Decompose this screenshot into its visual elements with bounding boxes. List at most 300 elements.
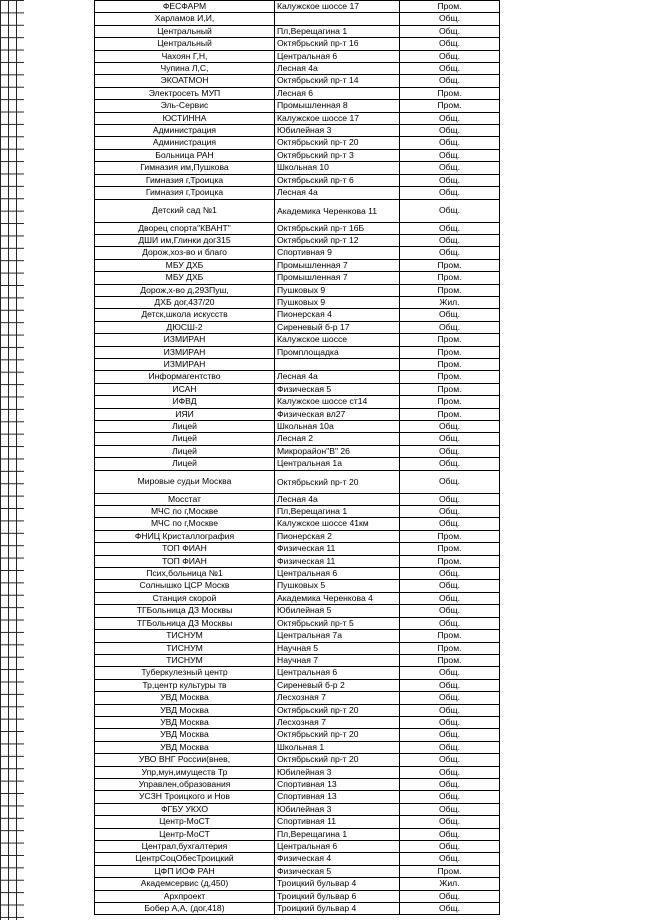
table-row	[95, 865, 560, 877]
address-cell[interactable]: Лесхозная 7	[275, 716, 400, 728]
address-cell[interactable]: Троицкий бульвар 4	[275, 878, 400, 890]
type-cell[interactable]: Общ.	[400, 75, 500, 87]
empty-cell	[500, 445, 560, 457]
empty-cell	[500, 704, 560, 716]
type-cell[interactable]: Общ.	[400, 421, 500, 433]
address-cell[interactable]: Октябрьский пр-т 3	[275, 149, 400, 161]
address-cell[interactable]: Лесхозная 7	[275, 692, 400, 704]
table-row	[95, 458, 560, 470]
org-cell[interactable]: Центральный	[95, 38, 275, 50]
address-cell[interactable]: Физическая 11	[275, 543, 400, 555]
empty-cell	[500, 803, 560, 815]
table-row	[95, 284, 560, 296]
table-row	[95, 679, 560, 691]
org-cell[interactable]: Администрация	[95, 137, 275, 149]
org-cell[interactable]: Академсервис (д,450)	[95, 878, 275, 890]
address-cell[interactable]: Центральная 1а	[275, 458, 400, 470]
table-row	[95, 234, 560, 246]
table-row	[95, 642, 560, 654]
table-row	[95, 853, 560, 865]
table-row	[95, 704, 560, 716]
org-cell[interactable]: ЦентрСоцОбесТроицкий	[95, 853, 275, 865]
table-row	[95, 396, 560, 408]
table-row	[95, 162, 560, 174]
type-cell[interactable]: Общ.	[400, 729, 500, 741]
type-cell[interactable]: Общ.	[400, 890, 500, 902]
org-cell[interactable]: Детск,школа искусств	[95, 309, 275, 321]
org-cell[interactable]: Электросеть МУП	[95, 87, 275, 99]
address-cell[interactable]: Пионерская 2	[275, 530, 400, 542]
org-cell[interactable]: ИЗМИРАН	[95, 358, 275, 370]
type-cell[interactable]: Общ.	[400, 234, 500, 246]
org-cell[interactable]: Чупина Л,С,	[95, 63, 275, 75]
type-cell[interactable]: Общ.	[400, 518, 500, 530]
type-cell[interactable]: Пром.	[400, 555, 500, 567]
type-cell[interactable]: Пром.	[400, 259, 500, 271]
address-cell[interactable]: Физическая 4	[275, 853, 400, 865]
table-row	[95, 309, 560, 321]
address-cell[interactable]: Октябрьский пр-т 16	[275, 38, 400, 50]
empty-cell	[500, 284, 560, 296]
type-cell[interactable]: Общ.	[400, 125, 500, 137]
table-row	[95, 791, 560, 803]
table-row	[95, 803, 560, 815]
empty-cell	[500, 162, 560, 174]
table-row	[95, 259, 560, 271]
empty-cell	[500, 878, 560, 890]
empty-cell	[500, 506, 560, 518]
address-cell[interactable]	[275, 358, 400, 370]
empty-cell	[500, 741, 560, 753]
type-cell[interactable]: Пром.	[400, 642, 500, 654]
table-row	[95, 592, 560, 604]
org-cell[interactable]: ИЗМИРАН	[95, 346, 275, 358]
org-cell[interactable]: Гимназия им,Пушкова	[95, 162, 275, 174]
table-row	[95, 149, 560, 161]
type-cell[interactable]: Общ.	[400, 692, 500, 704]
type-cell[interactable]: Общ.	[400, 149, 500, 161]
type-cell[interactable]: Общ.	[400, 568, 500, 580]
table-row	[95, 568, 560, 580]
org-cell[interactable]: ЦФП ИОФ РАН	[95, 865, 275, 877]
empty-cell	[500, 605, 560, 617]
empty-cell	[500, 259, 560, 271]
type-cell[interactable]: Общ.	[400, 137, 500, 149]
type-cell[interactable]: Общ.	[400, 187, 500, 199]
org-cell[interactable]: Центральный	[95, 25, 275, 37]
org-cell[interactable]: ИЯИ	[95, 408, 275, 420]
org-cell[interactable]: УВД Москва	[95, 716, 275, 728]
empty-cell	[500, 199, 560, 222]
address-cell[interactable]: Физическая 5	[275, 383, 400, 395]
type-cell[interactable]: Пром.	[400, 530, 500, 542]
org-cell[interactable]: ТИСНУМ	[95, 654, 275, 666]
address-cell[interactable]: Калужское шоссе 17	[275, 1, 400, 13]
table-row	[95, 630, 560, 642]
empty-cell	[500, 754, 560, 766]
table-row	[95, 667, 560, 679]
type-cell[interactable]: Пром.	[400, 408, 500, 420]
address-cell[interactable]: Юбилейная 3	[275, 125, 400, 137]
org-cell[interactable]: ЮСТИННА	[95, 112, 275, 124]
org-cell[interactable]: УВО ВНГ России(внев,	[95, 754, 275, 766]
org-cell[interactable]: Лицей	[95, 421, 275, 433]
org-cell[interactable]: МЧС по г,Москве	[95, 506, 275, 518]
org-cell[interactable]: УВД Москва	[95, 704, 275, 716]
org-cell[interactable]: Солнышко ЦСР Москв	[95, 580, 275, 592]
org-cell[interactable]: Эль-Сервис	[95, 100, 275, 112]
type-cell[interactable]: Общ.	[400, 458, 500, 470]
org-cell[interactable]: Центр-МоСТ	[95, 816, 275, 828]
address-cell[interactable]: Юбилейная 5	[275, 605, 400, 617]
address-cell[interactable]: Октябрьский пр-т 20	[275, 137, 400, 149]
type-cell[interactable]: Пром.	[400, 87, 500, 99]
address-cell[interactable]: Промышленная 8	[275, 100, 400, 112]
org-cell[interactable]: ТГБольница ДЗ Москвы	[95, 605, 275, 617]
type-cell[interactable]: Общ.	[400, 853, 500, 865]
table-row	[95, 112, 560, 124]
address-cell[interactable]: Октябрьский пр-т 6	[275, 174, 400, 186]
address-cell[interactable]: Спортивная 13	[275, 791, 400, 803]
type-cell[interactable]: Общ.	[400, 174, 500, 186]
table-row	[95, 605, 560, 617]
address-cell[interactable]: Сиреневый б-р 17	[275, 321, 400, 333]
type-cell[interactable]: Общ.	[400, 816, 500, 828]
type-cell[interactable]: Общ.	[400, 791, 500, 803]
type-cell[interactable]: Общ.	[400, 766, 500, 778]
org-cell[interactable]: Бобер А,А, (дог,418)	[95, 903, 275, 915]
org-cell[interactable]: Станция скорой	[95, 592, 275, 604]
org-cell[interactable]: ФНИЦ Кристаллография	[95, 530, 275, 542]
type-cell[interactable]: Общ.	[400, 222, 500, 234]
address-cell[interactable]: Октябрьский пр-т 20	[275, 729, 400, 741]
table-row	[95, 766, 560, 778]
org-cell[interactable]: Детский сад №1	[95, 199, 275, 222]
type-cell[interactable]: Общ.	[400, 309, 500, 321]
address-cell[interactable]: Пл,Верещагина 1	[275, 506, 400, 518]
org-cell[interactable]: ТОП ФИАН	[95, 543, 275, 555]
type-cell[interactable]: Общ.	[400, 679, 500, 691]
address-cell[interactable]: Октябрьский пр-т 20	[275, 704, 400, 716]
org-cell[interactable]: МЧС по г,Москве	[95, 518, 275, 530]
org-cell[interactable]: Мосстат	[95, 493, 275, 505]
org-cell[interactable]: ДШИ им,Глинки дог315	[95, 234, 275, 246]
org-cell[interactable]: ТИСНУМ	[95, 630, 275, 642]
address-cell[interactable]: Пушковых 9	[275, 284, 400, 296]
table-row	[95, 1, 560, 13]
empty-cell	[500, 125, 560, 137]
address-cell[interactable]: Научная 5	[275, 642, 400, 654]
table-row	[95, 754, 560, 766]
org-cell[interactable]: ТИСНУМ	[95, 642, 275, 654]
address-cell[interactable]: Лесная 4а	[275, 493, 400, 505]
type-cell[interactable]: Общ.	[400, 13, 500, 25]
type-cell[interactable]: Общ.	[400, 493, 500, 505]
empty-cell	[500, 841, 560, 853]
org-cell[interactable]: ФЕСФАРМ	[95, 1, 275, 13]
empty-cell	[500, 493, 560, 505]
address-cell[interactable]: Академика Черенкова 11	[275, 199, 400, 222]
address-cell[interactable]: Октябрьский пр-т 14	[275, 75, 400, 87]
type-cell[interactable]: Общ.	[400, 828, 500, 840]
type-cell[interactable]: Общ.	[400, 162, 500, 174]
table-row	[95, 383, 560, 395]
address-cell[interactable]: Юбилейная 3	[275, 803, 400, 815]
address-cell[interactable]: Сиреневый б-р 2	[275, 679, 400, 691]
table-row	[95, 654, 560, 666]
address-cell[interactable]: Октябрьский пр-т 12	[275, 234, 400, 246]
type-cell[interactable]: Общ.	[400, 50, 500, 62]
address-cell[interactable]: Лесная 2	[275, 433, 400, 445]
table-row	[95, 421, 560, 433]
address-cell[interactable]: Центральная 6	[275, 667, 400, 679]
address-cell[interactable]: Центральная 7а	[275, 630, 400, 642]
org-cell[interactable]: Тр,центр культуры тв	[95, 679, 275, 691]
table-row	[95, 530, 560, 542]
type-cell[interactable]: Общ.	[400, 580, 500, 592]
org-cell[interactable]: Дворец спорта"КВАНТ"	[95, 222, 275, 234]
address-cell[interactable]: Промышленная 7	[275, 259, 400, 271]
empty-cell	[500, 568, 560, 580]
table-row	[95, 617, 560, 629]
type-cell[interactable]: Пром.	[400, 630, 500, 642]
address-cell[interactable]: Калужское шоссе 41км	[275, 518, 400, 530]
org-cell[interactable]: ФГБУ УКХО	[95, 803, 275, 815]
org-cell[interactable]: Информагентство	[95, 371, 275, 383]
type-cell[interactable]: Общ.	[400, 778, 500, 790]
org-cell[interactable]: УСЗН Троицкого и Нов	[95, 791, 275, 803]
empty-cell	[500, 25, 560, 37]
address-cell[interactable]: Октябрьский пр-т 5	[275, 617, 400, 629]
empty-cell	[500, 38, 560, 50]
type-cell[interactable]: Общ.	[400, 841, 500, 853]
type-cell[interactable]: Общ.	[400, 445, 500, 457]
table-row	[95, 247, 560, 259]
org-cell[interactable]: Централ,бухгалтерия	[95, 841, 275, 853]
type-cell[interactable]: Пром.	[400, 284, 500, 296]
empty-cell	[500, 1, 560, 13]
table-row	[95, 38, 560, 50]
empty-cell	[500, 903, 560, 915]
empty-cell	[500, 642, 560, 654]
type-cell[interactable]: Общ.	[400, 25, 500, 37]
type-cell[interactable]: Общ.	[400, 63, 500, 75]
org-cell[interactable]: Архпроект	[95, 890, 275, 902]
org-cell[interactable]: УВД Москва	[95, 692, 275, 704]
type-cell[interactable]: Общ.	[400, 704, 500, 716]
type-cell[interactable]: Пром.	[400, 383, 500, 395]
type-cell[interactable]: Общ.	[400, 617, 500, 629]
org-cell[interactable]: МБУ ДХБ	[95, 259, 275, 271]
org-cell[interactable]: ТОП ФИАН	[95, 555, 275, 567]
empty-cell	[500, 75, 560, 87]
type-cell[interactable]: Общ.	[400, 506, 500, 518]
empty-cell	[500, 100, 560, 112]
table-row	[95, 828, 560, 840]
address-cell[interactable]: Промплощадка	[275, 346, 400, 358]
type-cell[interactable]: Общ.	[400, 667, 500, 679]
address-cell[interactable]: Пушковых 9	[275, 296, 400, 308]
address-cell[interactable]: Пл,Верещагина 1	[275, 25, 400, 37]
address-cell[interactable]: Лесная 4а	[275, 187, 400, 199]
address-cell[interactable]: Спортивная 11	[275, 816, 400, 828]
type-cell[interactable]: Пром.	[400, 100, 500, 112]
address-cell[interactable]: Октябрьский пр-т 20	[275, 754, 400, 766]
empty-cell	[500, 865, 560, 877]
address-cell[interactable]: Октябрьский пр-т 20	[275, 470, 400, 493]
type-cell[interactable]: Жил.	[400, 296, 500, 308]
org-cell[interactable]: Туберкулезный центр	[95, 667, 275, 679]
address-cell[interactable]: Калужское шоссе ст14	[275, 396, 400, 408]
org-cell[interactable]: Гимназия г,Троицка	[95, 174, 275, 186]
type-cell[interactable]: Общ.	[400, 38, 500, 50]
type-cell[interactable]: Общ.	[400, 741, 500, 753]
address-cell[interactable]: Пушковых 5	[275, 580, 400, 592]
address-cell[interactable]: Школьная 1	[275, 741, 400, 753]
empty-cell	[500, 272, 560, 284]
org-cell[interactable]: Чахоян Г,Н,	[95, 50, 275, 62]
address-cell[interactable]: Промышленная 7	[275, 272, 400, 284]
org-cell[interactable]: ТГБольница ДЗ Москвы	[95, 617, 275, 629]
type-cell[interactable]: Пром.	[400, 543, 500, 555]
table-row	[95, 222, 560, 234]
type-cell[interactable]: Общ.	[400, 716, 500, 728]
type-cell[interactable]: Общ.	[400, 592, 500, 604]
type-cell[interactable]: Пром.	[400, 654, 500, 666]
type-cell[interactable]: Общ.	[400, 470, 500, 493]
type-cell[interactable]: Пром.	[400, 358, 500, 370]
type-cell[interactable]: Пром.	[400, 346, 500, 358]
table-row	[95, 741, 560, 753]
type-cell[interactable]: Общ.	[400, 803, 500, 815]
address-cell[interactable]: Научная 7	[275, 654, 400, 666]
table-row	[95, 125, 560, 137]
address-cell[interactable]: Пл,Верещагина 1	[275, 828, 400, 840]
type-cell[interactable]: Общ.	[400, 754, 500, 766]
org-cell[interactable]: УВД Москва	[95, 729, 275, 741]
table-row	[95, 346, 560, 358]
table-row	[95, 445, 560, 457]
org-cell[interactable]: ДЮСШ-2	[95, 321, 275, 333]
org-cell[interactable]: Харламов И,И,	[95, 13, 275, 25]
org-cell[interactable]: Дорож,х-во д,293Пуш,	[95, 284, 275, 296]
empty-cell	[500, 729, 560, 741]
type-cell[interactable]: Пром.	[400, 1, 500, 13]
address-cell[interactable]: Пионерская 4	[275, 309, 400, 321]
table-row	[95, 555, 560, 567]
org-cell[interactable]: Гимназия г,Троицка	[95, 187, 275, 199]
org-cell[interactable]: Управлен,образования	[95, 778, 275, 790]
address-cell[interactable]: Лесная 4а	[275, 63, 400, 75]
address-cell[interactable]: Центральная 6	[275, 568, 400, 580]
empty-cell	[500, 383, 560, 395]
address-cell[interactable]: Октябрьский пр-т 16Б	[275, 222, 400, 234]
empty-cell	[500, 334, 560, 346]
type-cell[interactable]: Пром.	[400, 371, 500, 383]
empty-cell	[500, 137, 560, 149]
type-cell[interactable]: Пром.	[400, 272, 500, 284]
empty-cell	[500, 396, 560, 408]
table-row	[95, 890, 560, 902]
type-cell[interactable]: Пром.	[400, 396, 500, 408]
type-cell[interactable]: Общ.	[400, 903, 500, 915]
type-cell[interactable]: Общ.	[400, 321, 500, 333]
empty-cell	[500, 421, 560, 433]
type-cell[interactable]: Пром.	[400, 865, 500, 877]
address-cell[interactable]: Микрорайон"В" 26	[275, 445, 400, 457]
address-cell[interactable]: Юбилейная 3	[275, 766, 400, 778]
address-cell[interactable]: Троицкий бульвар 6	[275, 890, 400, 902]
type-cell[interactable]: Пром.	[400, 334, 500, 346]
table-row	[95, 321, 560, 333]
org-cell[interactable]: Лицей	[95, 445, 275, 457]
org-cell[interactable]: Лицей	[95, 433, 275, 445]
table-row	[95, 878, 560, 890]
org-cell[interactable]: Упр,мун,имуществ Тр	[95, 766, 275, 778]
type-cell[interactable]: Общ.	[400, 112, 500, 124]
type-cell[interactable]: Общ.	[400, 605, 500, 617]
address-cell[interactable]	[275, 13, 400, 25]
address-cell[interactable]: Лесная 6	[275, 87, 400, 99]
type-cell[interactable]: Общ.	[400, 199, 500, 222]
table-row	[95, 296, 560, 308]
empty-cell	[500, 87, 560, 99]
empty-cell	[500, 309, 560, 321]
org-cell[interactable]: ДХБ дог,437/20	[95, 296, 275, 308]
address-cell[interactable]: Калужское шоссе 17	[275, 112, 400, 124]
address-cell[interactable]: Физическая вл27	[275, 408, 400, 420]
type-cell[interactable]: Общ.	[400, 433, 500, 445]
org-cell[interactable]: Дорож,хоз-во и благо	[95, 247, 275, 259]
org-cell[interactable]: ИФВД	[95, 396, 275, 408]
address-cell[interactable]: Центральная 6	[275, 50, 400, 62]
empty-cell	[500, 358, 560, 370]
address-cell[interactable]: Калужское шоссе	[275, 334, 400, 346]
table-row	[95, 199, 560, 222]
org-cell[interactable]: Больница РАН	[95, 149, 275, 161]
address-cell[interactable]: Спортивная 13	[275, 778, 400, 790]
address-cell[interactable]: Физическая 5	[275, 865, 400, 877]
address-cell[interactable]: Лесная 4а	[275, 371, 400, 383]
empty-cell	[500, 630, 560, 642]
org-cell[interactable]: Администрация	[95, 125, 275, 137]
empty-cell	[500, 247, 560, 259]
org-cell[interactable]: ЭКОАТМОН	[95, 75, 275, 87]
org-cell[interactable]: МБУ ДХБ	[95, 272, 275, 284]
org-cell[interactable]: ИСАН	[95, 383, 275, 395]
address-cell[interactable]: Академика Черенкова 4	[275, 592, 400, 604]
org-cell[interactable]: Псих,больница №1	[95, 568, 275, 580]
address-cell[interactable]: Троицкий бульвар 4	[275, 903, 400, 915]
empty-cell	[500, 716, 560, 728]
org-cell[interactable]: УВД Москва	[95, 741, 275, 753]
org-cell[interactable]: Лицей	[95, 458, 275, 470]
organizations-table	[94, 0, 559, 915]
type-cell[interactable]: Общ.	[400, 247, 500, 259]
org-cell[interactable]: Центр-МоСТ	[95, 828, 275, 840]
address-cell[interactable]: Физическая 11	[275, 555, 400, 567]
table-row	[95, 470, 560, 493]
address-cell[interactable]: Центральная 6	[275, 841, 400, 853]
org-cell[interactable]: Мировые судьи Москва	[95, 470, 275, 493]
type-cell[interactable]: Жил.	[400, 878, 500, 890]
empty-cell	[500, 555, 560, 567]
address-cell[interactable]: Спортивная 9	[275, 247, 400, 259]
address-cell[interactable]: Школьная 10а	[275, 421, 400, 433]
address-cell[interactable]: Школьная 10	[275, 162, 400, 174]
org-cell[interactable]: ИЗМИРАН	[95, 334, 275, 346]
empty-cell	[500, 187, 560, 199]
